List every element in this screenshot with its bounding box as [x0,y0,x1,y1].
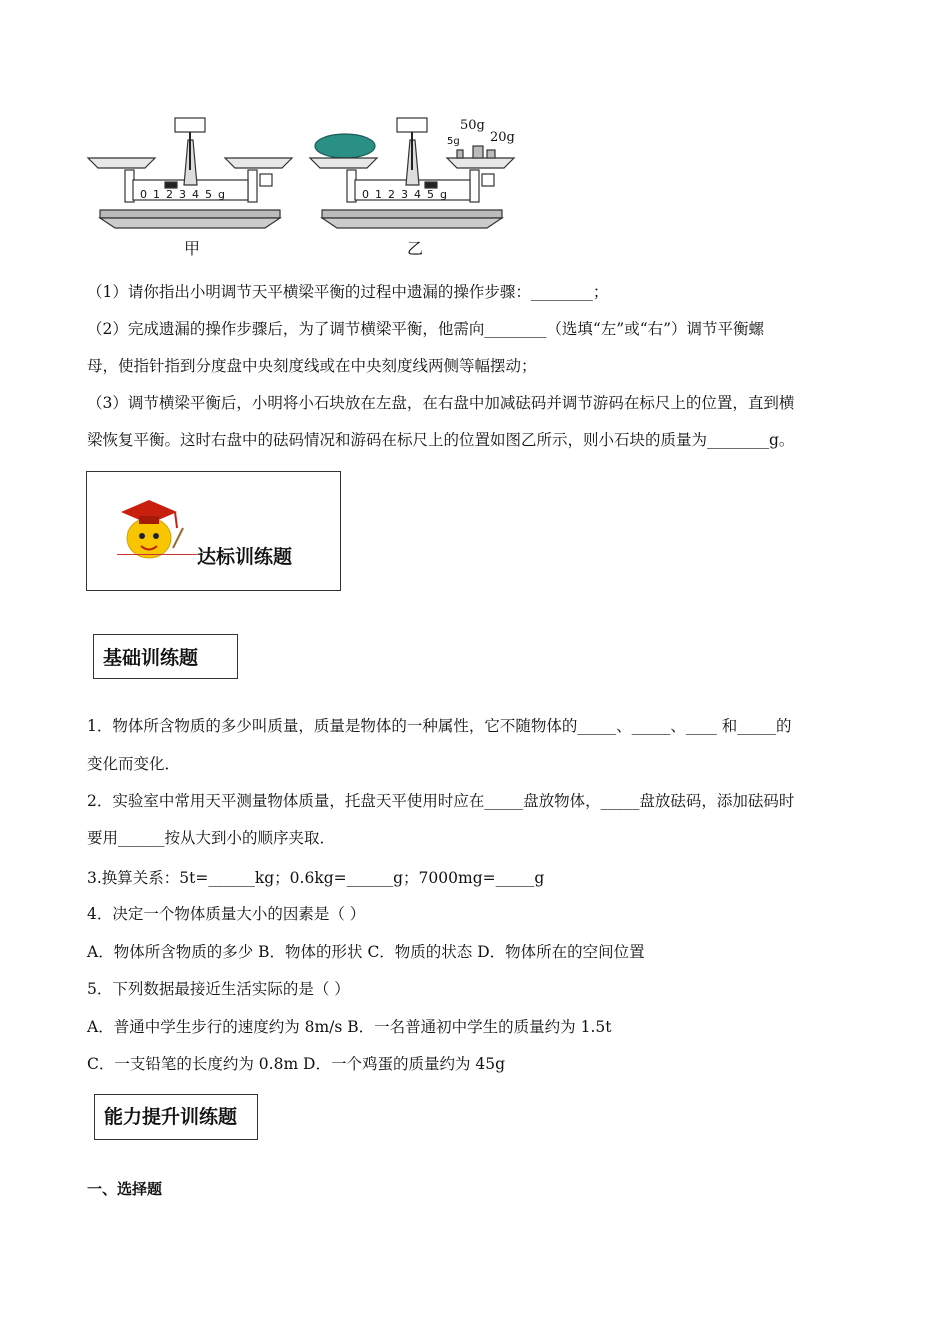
basic-q4-options: A．物体所含物质的多少 B．物体的形状 C．物质的状态 D．物体所在的空间位置 [87,943,645,961]
section-basic-title: 基础训练题 [103,647,199,669]
question-3-line-a: （3）调节横梁平衡后，小明将小石块放在左盘，在右盘中加减砝码并调节游码在标尺上的位置，直到横 [87,394,795,412]
banner-box [86,471,341,591]
basic-q1-line-a: 1．物体所含物质的多少叫质量，质量是物体的一种属性，它不随物体的_____、_____、____ 和_____的 [87,717,792,735]
tick-1: 1 [153,188,166,201]
banner-underline [117,554,197,555]
ruler-ticks-left [140,188,231,201]
ruler-ticks-right [362,188,453,201]
tick-5g: 5g [205,188,231,201]
subsection-title: 一、选择题 [87,1180,163,1198]
question-2-line-b: 母，使指针指到分度盘中央刻度线或在中央刻度线两侧等幅摆动； [87,357,537,375]
tick-0: 0 [140,188,153,201]
tick-4: 4 [414,188,427,201]
balance-right [310,118,514,228]
question-2-line-a: （2）完成遗漏的操作步骤后，为了调节横梁平衡，他需向________（选填“左”或“右”）调节平衡螺 [87,320,765,338]
weight-20g: 20g [490,130,515,145]
tick-5g: 5g [427,188,453,201]
tick-1: 1 [375,188,388,201]
basic-q2-line-b: 要用______按从大到小的顺序夹取． [87,829,336,847]
question-1: （1）请你指出小明调节天平横梁平衡的过程中遗漏的操作步骤：________； [87,283,609,301]
figure-label-yi: 乙 [407,239,424,258]
weight-50g: 50g [460,118,485,133]
basic-q4: 4．决定一个物体质量大小的因素是（ ） [87,905,366,923]
weight-5g: 5g [447,136,460,147]
section-basic-box [93,634,238,679]
balance-left [88,118,292,228]
section-advanced-box [94,1094,258,1140]
basic-q5: 5．下列数据最接近生活实际的是（ ） [87,980,350,998]
figure-label-jia: 甲 [184,239,201,258]
tick-0: 0 [362,188,375,201]
tick-4: 4 [192,188,205,201]
basic-q1-line-b: 变化而变化． [87,755,181,773]
basic-q3: 3.换算关系：5t=______kg；0.6kg=______g；7000mg=_____g [87,869,545,887]
section-advanced-title: 能力提升训练题 [104,1106,238,1128]
tick-3: 3 [179,188,192,201]
tick-2: 2 [388,188,401,201]
banner-title: 达标训练题 [197,546,293,568]
tick-3: 3 [401,188,414,201]
question-3-line-b: 梁恢复平衡。这时右盘中的砝码情况和游码在标尺上的位置如图乙所示，则小石块的质量为________g。 [87,431,795,449]
basic-q2-line-a: 2．实验室中常用天平测量物体质量，托盘天平使用时应在_____盘放物体，_____盘放砝码，添加砝码时 [87,792,795,810]
basic-q5-options-cd: C．一支铅笔的长度约为 0.8m D．一个鸡蛋的质量约为 45g [87,1055,506,1073]
basic-q5-options-ab: A．普通中学生步行的速度约为 8m/s B．一名普通初中学生的质量约为 1.5t [87,1018,612,1036]
tick-2: 2 [166,188,179,201]
